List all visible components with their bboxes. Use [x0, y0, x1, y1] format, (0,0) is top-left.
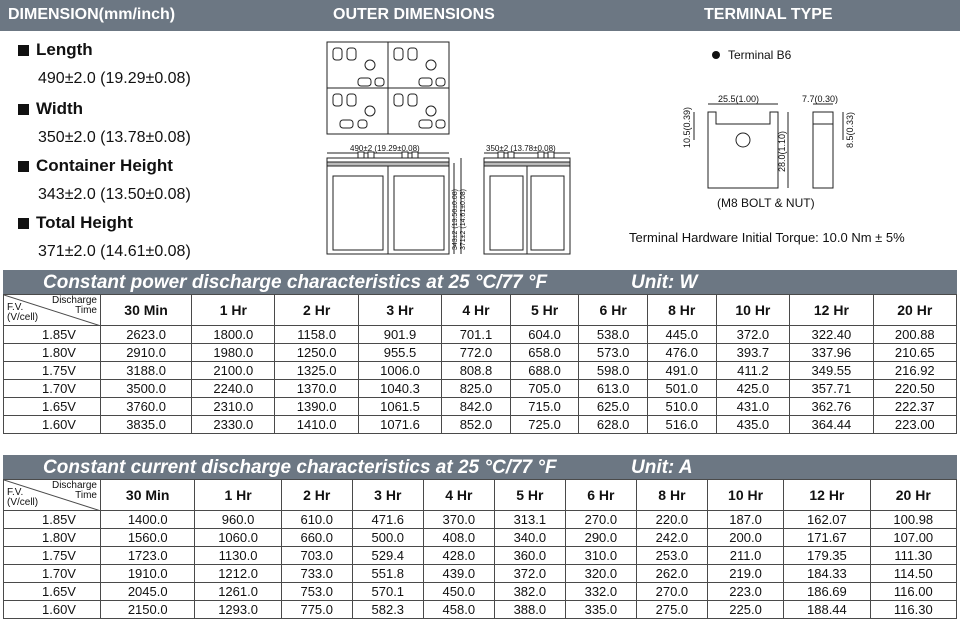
value-cell: 187.0	[707, 511, 783, 529]
spec-length	[18, 40, 191, 88]
current-section-bar	[3, 455, 957, 479]
value-cell: 1400.0	[101, 511, 195, 529]
value-cell: 598.0	[579, 362, 648, 380]
value-cell: 450.0	[423, 583, 494, 601]
value-cell: 1370.0	[275, 380, 358, 398]
dimension-heading: DIMENSION(mm/inch)	[8, 6, 176, 23]
value-cell: 3760.0	[101, 398, 192, 416]
value-cell: 116.30	[870, 601, 956, 619]
column-header: 5 Hr	[510, 295, 579, 326]
value-cell: 852.0	[442, 416, 511, 434]
fv-cell: 1.80V	[4, 344, 101, 362]
value-cell: 408.0	[423, 529, 494, 547]
terminal-dim-c: 10.5(0.39)	[682, 106, 692, 148]
value-cell: 625.0	[579, 398, 648, 416]
column-header: 4 Hr	[442, 295, 511, 326]
power-section-unit: Unit: W	[631, 272, 698, 293]
value-cell: 364.44	[790, 416, 873, 434]
value-cell: 388.0	[494, 601, 565, 619]
spec-width	[18, 99, 191, 147]
front-view	[327, 152, 461, 254]
spec-label: Width	[36, 99, 84, 118]
value-cell: 200.0	[707, 529, 783, 547]
value-cell: 223.00	[873, 416, 956, 434]
square-bullet-icon	[18, 45, 29, 56]
value-cell: 491.0	[647, 362, 716, 380]
column-header: 8 Hr	[647, 295, 716, 326]
power-section-title: Constant power discharge characteristics at 25 °C/77 °F	[43, 272, 548, 293]
column-header: 5 Hr	[494, 480, 565, 511]
value-cell: 529.4	[352, 547, 423, 565]
value-cell: 1060.0	[195, 529, 281, 547]
value-cell: 179.35	[784, 547, 870, 565]
current-section-title: Constant current discharge characteristics at 25 °C/77 °F	[43, 457, 557, 478]
value-cell: 582.3	[352, 601, 423, 619]
value-cell: 725.0	[510, 416, 579, 434]
side-view	[484, 152, 570, 254]
column-header: 20 Hr	[870, 480, 956, 511]
column-header: 1 Hr	[192, 295, 275, 326]
value-cell: 310.0	[565, 547, 636, 565]
value-cell: 222.37	[873, 398, 956, 416]
value-cell: 411.2	[716, 362, 790, 380]
value-cell: 184.33	[784, 565, 870, 583]
terminal-dim-b: 7.7(0.30)	[802, 94, 839, 104]
table-row	[4, 547, 957, 565]
column-header: 10 Hr	[716, 295, 790, 326]
value-cell: 349.55	[790, 362, 873, 380]
value-cell: 688.0	[510, 362, 579, 380]
value-cell: 1325.0	[275, 362, 358, 380]
value-cell: 362.76	[790, 398, 873, 416]
value-cell: 439.0	[423, 565, 494, 583]
power-section-bar	[3, 270, 957, 294]
torque-note: Terminal Hardware Initial Torque: 10.0 Nm ± 5%	[629, 230, 905, 245]
value-cell: 262.0	[636, 565, 707, 583]
terminal-dim-e: 8.5(0.33)	[845, 111, 855, 148]
value-cell: 186.69	[784, 583, 870, 601]
value-cell: 275.0	[636, 601, 707, 619]
value-cell: 223.0	[707, 583, 783, 601]
table-row	[4, 344, 957, 362]
column-header: 6 Hr	[565, 480, 636, 511]
table-row	[4, 362, 957, 380]
value-cell: 458.0	[423, 601, 494, 619]
terminal-type-label	[712, 48, 791, 62]
terminal-dim-d: 28.0(1.10)	[777, 130, 787, 172]
column-header: 12 Hr	[784, 480, 870, 511]
value-cell: 1071.6	[358, 416, 441, 434]
value-cell: 322.40	[790, 326, 873, 344]
value-cell: 162.07	[784, 511, 870, 529]
value-cell: 2150.0	[101, 601, 195, 619]
spec-total-height	[18, 213, 191, 261]
value-cell: 2910.0	[101, 344, 192, 362]
spec-container-height	[18, 156, 191, 204]
value-cell: 1261.0	[195, 583, 281, 601]
corner-fv-label: F.V. (V/cell)	[7, 487, 39, 508]
value-cell: 1061.5	[358, 398, 441, 416]
value-cell: 107.00	[870, 529, 956, 547]
value-cell: 332.0	[565, 583, 636, 601]
current-table	[3, 479, 957, 619]
value-cell: 538.0	[579, 326, 648, 344]
value-cell: 393.7	[716, 344, 790, 362]
value-cell: 435.0	[716, 416, 790, 434]
value-cell: 216.92	[873, 362, 956, 380]
column-header: 8 Hr	[636, 480, 707, 511]
square-bullet-icon	[18, 161, 29, 172]
value-cell: 471.6	[352, 511, 423, 529]
terminal-name: Terminal B6	[728, 48, 792, 62]
fv-cell: 1.85V	[4, 511, 101, 529]
value-cell: 660.0	[281, 529, 352, 547]
value-cell: 775.0	[281, 601, 352, 619]
value-cell: 111.30	[870, 547, 956, 565]
fv-cell: 1.80V	[4, 529, 101, 547]
fv-cell: 1.60V	[4, 416, 101, 434]
value-cell: 1293.0	[195, 601, 281, 619]
column-header: 30 Min	[101, 480, 195, 511]
value-cell: 3835.0	[101, 416, 192, 434]
square-bullet-icon	[18, 218, 29, 229]
fv-cell: 1.75V	[4, 362, 101, 380]
value-cell: 955.5	[358, 344, 441, 362]
value-cell: 1250.0	[275, 344, 358, 362]
value-cell: 3500.0	[101, 380, 192, 398]
terminal-drawing	[678, 92, 878, 196]
spec-label: Total Height	[36, 213, 133, 232]
value-cell: 573.0	[579, 344, 648, 362]
table-header-row	[4, 295, 957, 326]
square-bullet-icon	[18, 104, 29, 115]
value-cell: 372.0	[716, 326, 790, 344]
value-cell: 808.8	[442, 362, 511, 380]
value-cell: 733.0	[281, 565, 352, 583]
fv-cell: 1.70V	[4, 380, 101, 398]
current-section-unit: Unit: A	[631, 457, 693, 478]
value-cell: 1723.0	[101, 547, 195, 565]
spec-value: 490±2.0 (19.29±0.08)	[38, 70, 191, 87]
column-header: 12 Hr	[790, 295, 873, 326]
value-cell: 357.71	[790, 380, 873, 398]
fv-cell: 1.60V	[4, 601, 101, 619]
value-cell: 431.0	[716, 398, 790, 416]
value-cell: 1910.0	[101, 565, 195, 583]
spec-label: Length	[36, 40, 93, 59]
column-header: 4 Hr	[423, 480, 494, 511]
column-header: 20 Hr	[873, 295, 956, 326]
bolt-label: (M8 BOLT & NUT)	[717, 196, 815, 210]
value-cell: 270.0	[565, 511, 636, 529]
fv-cell: 1.70V	[4, 565, 101, 583]
outer-dimensions-drawing	[318, 38, 588, 260]
value-cell: 425.0	[716, 380, 790, 398]
spec-value: 371±2.0 (14.61±0.08)	[38, 243, 191, 260]
value-cell: 570.1	[352, 583, 423, 601]
value-cell: 701.1	[442, 326, 511, 344]
value-cell: 703.0	[281, 547, 352, 565]
value-cell: 1390.0	[275, 398, 358, 416]
column-header: 1 Hr	[195, 480, 281, 511]
column-header: 10 Hr	[707, 480, 783, 511]
value-cell: 1006.0	[358, 362, 441, 380]
value-cell: 960.0	[195, 511, 281, 529]
table-row	[4, 380, 957, 398]
value-cell: 1158.0	[275, 326, 358, 344]
table-header-row	[4, 480, 957, 511]
value-cell: 1560.0	[101, 529, 195, 547]
corner-discharge-label: Discharge Time	[51, 295, 97, 316]
value-cell: 1130.0	[195, 547, 281, 565]
value-cell: 114.50	[870, 565, 956, 583]
value-cell: 476.0	[647, 344, 716, 362]
table-row	[4, 601, 957, 619]
value-cell: 220.50	[873, 380, 956, 398]
value-cell: 1212.0	[195, 565, 281, 583]
value-cell: 705.0	[510, 380, 579, 398]
value-cell: 372.0	[494, 565, 565, 583]
column-header: 3 Hr	[358, 295, 441, 326]
value-cell: 382.0	[494, 583, 565, 601]
value-cell: 211.0	[707, 547, 783, 565]
container-height-label: 343±2 (13.50±0.08)	[452, 188, 459, 250]
corner-fv-label: F.V. (V/cell)	[7, 302, 39, 323]
value-cell: 210.65	[873, 344, 956, 362]
value-cell: 901.9	[358, 326, 441, 344]
value-cell: 313.1	[494, 511, 565, 529]
value-cell: 516.0	[647, 416, 716, 434]
value-cell: 253.0	[636, 547, 707, 565]
value-cell: 1980.0	[192, 344, 275, 362]
value-cell: 1410.0	[275, 416, 358, 434]
spec-value: 343±2.0 (13.50±0.08)	[38, 186, 191, 203]
value-cell: 116.00	[870, 583, 956, 601]
value-cell: 2330.0	[192, 416, 275, 434]
table-row	[4, 529, 957, 547]
value-cell: 445.0	[647, 326, 716, 344]
table-corner-cell	[4, 480, 101, 511]
table-row	[4, 326, 957, 344]
value-cell: 320.0	[565, 565, 636, 583]
value-cell: 2623.0	[101, 326, 192, 344]
value-cell: 337.96	[790, 344, 873, 362]
value-cell: 225.0	[707, 601, 783, 619]
terminal-type-heading: TERMINAL TYPE	[704, 6, 833, 23]
side-width-label: 350±2 (13.78±0.08)	[486, 144, 556, 153]
value-cell: 100.98	[870, 511, 956, 529]
value-cell: 335.0	[565, 601, 636, 619]
value-cell: 188.44	[784, 601, 870, 619]
fv-cell: 1.75V	[4, 547, 101, 565]
fv-cell: 1.65V	[4, 583, 101, 601]
value-cell: 628.0	[579, 416, 648, 434]
column-header: 3 Hr	[352, 480, 423, 511]
value-cell: 428.0	[423, 547, 494, 565]
value-cell: 171.67	[784, 529, 870, 547]
value-cell: 3188.0	[101, 362, 192, 380]
value-cell: 370.0	[423, 511, 494, 529]
terminal-dim-a: 25.5(1.00)	[718, 94, 760, 104]
value-cell: 1040.3	[358, 380, 441, 398]
table-row	[4, 565, 957, 583]
value-cell: 658.0	[510, 344, 579, 362]
value-cell: 270.0	[636, 583, 707, 601]
column-header: 6 Hr	[579, 295, 648, 326]
value-cell: 610.0	[281, 511, 352, 529]
value-cell: 501.0	[647, 380, 716, 398]
value-cell: 2100.0	[192, 362, 275, 380]
value-cell: 219.0	[707, 565, 783, 583]
power-table	[3, 294, 957, 434]
value-cell: 2240.0	[192, 380, 275, 398]
spec-value: 350±2.0 (13.78±0.08)	[38, 129, 191, 146]
column-header: 2 Hr	[275, 295, 358, 326]
fv-cell: 1.65V	[4, 398, 101, 416]
column-header: 2 Hr	[281, 480, 352, 511]
table-row	[4, 398, 957, 416]
value-cell: 772.0	[442, 344, 511, 362]
bullet-icon	[712, 51, 720, 59]
value-cell: 604.0	[510, 326, 579, 344]
value-cell: 2045.0	[101, 583, 195, 601]
value-cell: 551.8	[352, 565, 423, 583]
value-cell: 340.0	[494, 529, 565, 547]
value-cell: 842.0	[442, 398, 511, 416]
spec-label: Container Height	[36, 156, 173, 175]
value-cell: 715.0	[510, 398, 579, 416]
table-row	[4, 416, 957, 434]
value-cell: 510.0	[647, 398, 716, 416]
table-row	[4, 583, 957, 601]
value-cell: 825.0	[442, 380, 511, 398]
fv-cell: 1.85V	[4, 326, 101, 344]
value-cell: 613.0	[579, 380, 648, 398]
table-row	[4, 511, 957, 529]
corner-discharge-label: Discharge Time	[51, 480, 97, 501]
front-width-label: 490±2 (19.29±0.08)	[350, 144, 420, 153]
top-view	[327, 42, 449, 134]
column-header: 30 Min	[101, 295, 192, 326]
outer-dimensions-heading: OUTER DIMENSIONS	[333, 6, 495, 23]
value-cell: 290.0	[565, 529, 636, 547]
value-cell: 2310.0	[192, 398, 275, 416]
value-cell: 242.0	[636, 529, 707, 547]
total-height-label: 371±2 (14.61±0.08)	[460, 188, 467, 250]
value-cell: 360.0	[494, 547, 565, 565]
value-cell: 753.0	[281, 583, 352, 601]
table-corner-cell	[4, 295, 101, 326]
value-cell: 500.0	[352, 529, 423, 547]
value-cell: 1800.0	[192, 326, 275, 344]
value-cell: 220.0	[636, 511, 707, 529]
value-cell: 200.88	[873, 326, 956, 344]
